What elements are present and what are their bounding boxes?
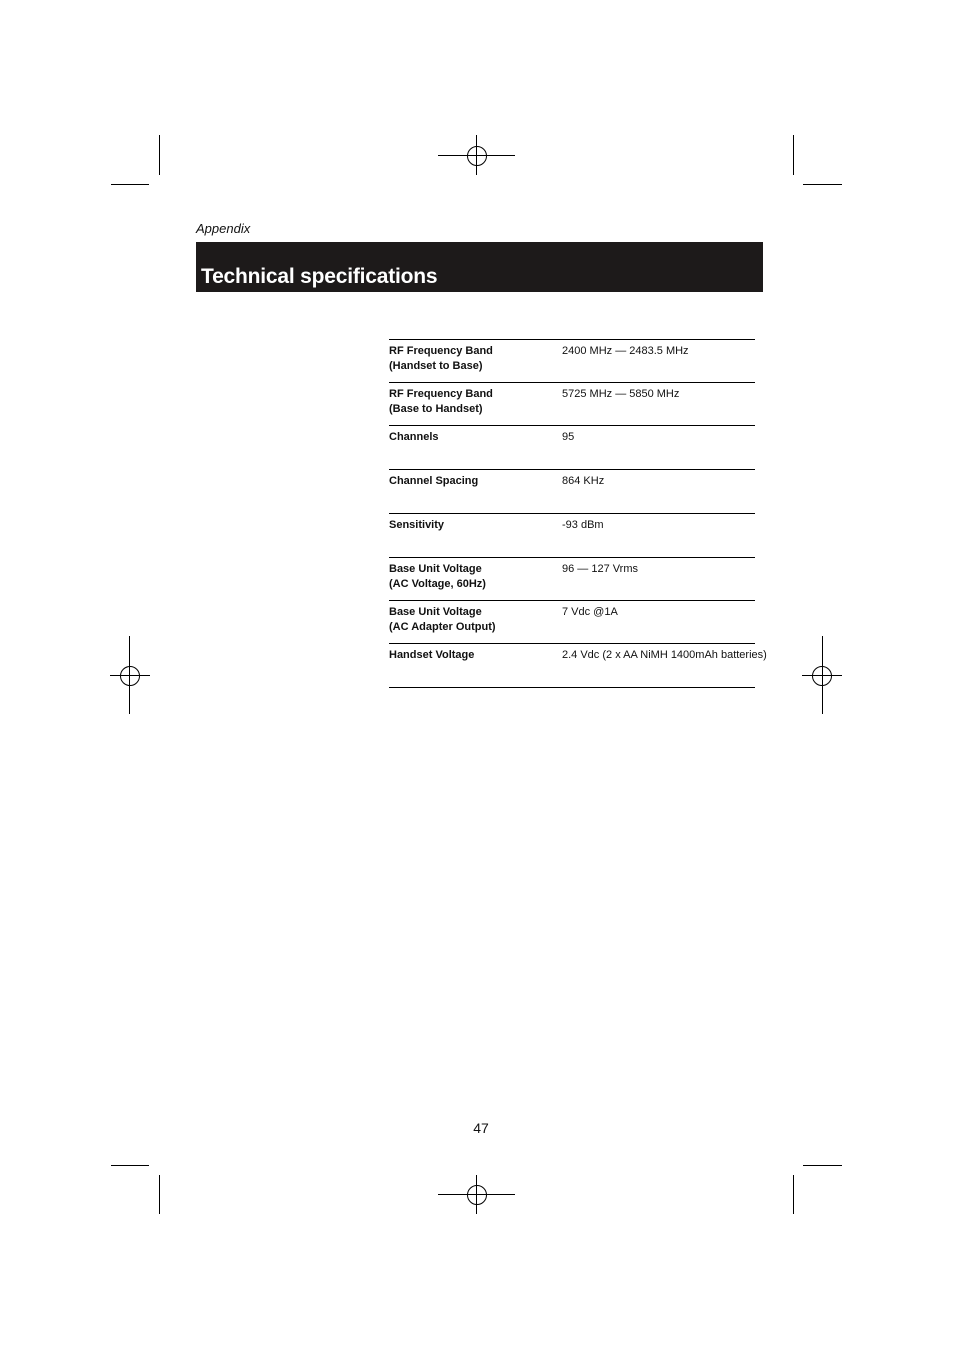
crop-mark [111,1165,149,1166]
crop-mark [111,184,149,185]
spec-value: -93 dBm [562,519,604,531]
crop-mark [159,1175,160,1214]
spec-label: Handset Voltage [389,649,475,661]
page-number: 47 [473,1120,489,1136]
section-label: Appendix [196,221,251,236]
spec-label: Sensitivity [389,519,445,531]
spec-row [389,644,767,688]
spec-value: 5725 MHz — 5850 MHz [562,388,680,400]
registration-target-icon [467,146,487,166]
spec-value: 2.4 Vdc (2 x AA NiMH 1400mAh batteries) [562,649,767,661]
crop-mark [159,135,160,175]
registration-target-icon [812,666,832,686]
spec-row [389,470,755,514]
spec-label: Base Unit Voltage (AC Voltage, 60Hz) [389,563,486,590]
spec-value: 2400 MHz — 2483.5 MHz [562,345,689,357]
crop-mark [803,184,842,185]
spec-row [389,601,755,644]
spec-value: 7 Vdc @1A [562,606,618,618]
spec-value: 96 — 127 Vrms [562,563,639,575]
registration-target-icon [120,666,140,686]
spec-row [389,340,755,383]
spec-label: Channel Spacing [389,475,479,487]
spec-label: RF Frequency Band (Base to Handset) [389,388,493,415]
spec-label: Channels [389,431,439,443]
spec-row [389,383,755,426]
page-title: Technical specifications [201,265,438,288]
registration-target-icon [467,1185,487,1205]
crop-mark [803,1165,842,1166]
spec-row [389,558,755,601]
crop-mark [793,135,794,175]
spec-value: 864 KHz [562,475,605,487]
spec-row [389,426,755,470]
spec-label: Base Unit Voltage (AC Adapter Output) [389,606,496,633]
spec-row [389,514,755,558]
spec-table [389,339,767,688]
spec-value: 95 [562,431,575,443]
title-bar [196,242,763,292]
crop-mark [793,1175,794,1214]
spec-label: RF Frequency Band (Handset to Base) [389,345,493,372]
